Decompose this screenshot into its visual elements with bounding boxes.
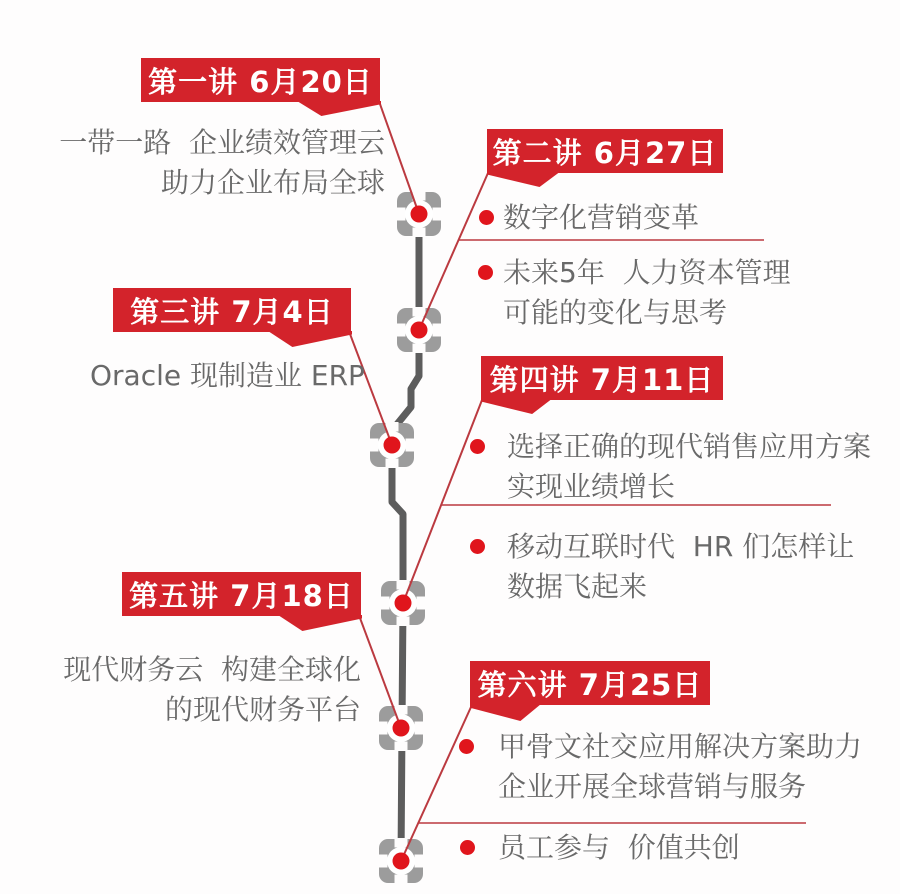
description-line: 助力企业布局全球 xyxy=(160,166,385,199)
bullet-line: 企业开展全球营销与服务 xyxy=(498,770,807,803)
lecture-6-bullet-2 xyxy=(498,828,740,868)
description-line: Oracle 现制造业 ERP xyxy=(90,359,365,392)
lecture-4-bullet-2 xyxy=(507,527,854,607)
lecture-6-bullet-1 xyxy=(498,727,862,807)
lecture-2-bullet-1 xyxy=(503,198,699,238)
bullet-line: 选择正确的现代销售应用方案 xyxy=(507,430,872,463)
description-line: 一带一路 企业绩效管理云 xyxy=(59,126,385,159)
lecture-2-bullet-2 xyxy=(503,253,791,333)
lecture-6-banner: 第六讲 7月25日 xyxy=(470,661,710,705)
bullet-line: 移动互联时代 HR 们怎样让 xyxy=(507,530,855,563)
bullet-line: 未来5年 人力资本管理 xyxy=(503,256,791,289)
connector-line xyxy=(403,400,482,603)
lecture-4-bullet-1 xyxy=(507,427,871,507)
bullet-dot-icon xyxy=(479,210,494,225)
description-line: 现代财务云 构建全球化 xyxy=(63,653,361,686)
lecture-1-banner: 第一讲 6月20日 xyxy=(141,58,380,102)
bullet-dot-icon xyxy=(478,265,493,280)
bullet-dot-icon xyxy=(459,739,474,754)
lecture-5-description xyxy=(63,650,361,730)
bullet-line: 数字化营销变革 xyxy=(503,201,700,234)
bullet-line: 可能的变化与思考 xyxy=(503,296,728,329)
lecture-4-banner: 第四讲 7月11日 xyxy=(481,356,723,400)
bullet-line: 甲骨文社交应用解决方案助力 xyxy=(498,730,863,763)
lecture-2-banner: 第二讲 6月27日 xyxy=(487,129,723,173)
lecture-3-description xyxy=(90,356,365,396)
bullet-dot-icon xyxy=(460,840,475,855)
bullet-line: 数据飞起来 xyxy=(507,570,648,603)
lecture-3-banner: 第三讲 7月4日 xyxy=(113,288,351,332)
lecture-5-banner: 第五讲 7月18日 xyxy=(122,572,361,616)
bullet-line: 实现业绩增长 xyxy=(507,470,676,503)
bullet-dot-icon xyxy=(470,439,485,454)
lecture-1-description xyxy=(59,123,385,203)
bullet-line: 员工参与 价值共创 xyxy=(498,831,740,864)
bullet-dot-icon xyxy=(470,539,485,554)
description-line: 的现代财务平台 xyxy=(164,693,361,726)
